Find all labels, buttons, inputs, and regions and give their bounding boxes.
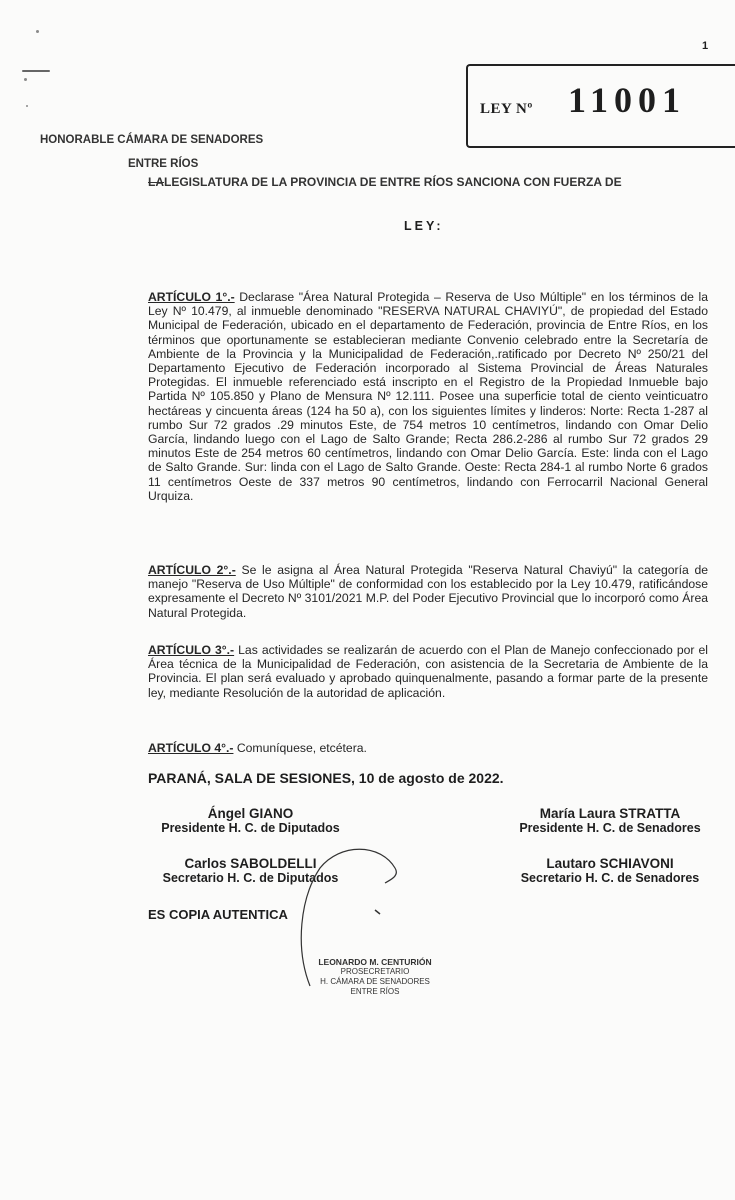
signatory-role: Presidente H. C. de Diputados [161, 821, 340, 835]
signatory-role: Secretario H. C. de Diputados [162, 871, 339, 885]
stamp-name: LEONARDO M. CENTURIÓN [318, 957, 432, 967]
article-2 [148, 563, 708, 620]
signatory-name: María Laura STRATTA [539, 806, 681, 821]
scan-mark [22, 70, 50, 72]
enactment-text: LEGISLATURA DE LA PROVINCIA DE ENTRE RÍOS SANCIONA CON FUERZA DE [164, 175, 622, 189]
official-stamp [290, 957, 460, 997]
ley-number: 11001 [568, 80, 687, 120]
scan-mark [24, 78, 27, 81]
article-label: ARTÍCULO 1°.- [148, 290, 235, 304]
signatory-block [505, 806, 715, 836]
signatory-block [505, 856, 715, 886]
signatory-name: Lautaro SCHIAVONI [546, 856, 674, 871]
article-label: ARTÍCULO 2°.- [148, 563, 236, 577]
signatory-block [148, 806, 353, 836]
province-heading: ENTRE RÍOS [128, 158, 199, 170]
certification-text: ES COPIA AUTENTICA [148, 907, 288, 922]
stamp-province: ENTRE RÍOS [350, 987, 400, 996]
article-label: ARTÍCULO 3°.- [148, 643, 235, 657]
chamber-heading: HONORABLE CÁMARA DE SENADORES [40, 134, 264, 146]
signatory-role: Secretario H. C. de Senadores [520, 871, 700, 885]
scan-mark [26, 105, 28, 107]
article-text: Las actividades se realizarán de acuerdo con el Plan de Manejo confeccionado por el Área técnica de la Municipalidad de Federación, con asistencia de la Secretaria de Ambiente de la Provincia. El plan será evaluado y aprobado quinquenalmente, pasando a formar parte de la presente ley, mediante Resolución de la autoridad de aplicación. [148, 643, 708, 700]
article-text: Se le asigna al Área Natural Protegida "Reserva Natural Chaviyú" la categoría de manejo "Reserva de Uso Múltiple" de conformidad con los establecido por la Ley 10.479, ratificándose expresamente el Decreto Nº 3101/2021 M.P. del Poder Ejecutivo Provincial que lo incorporó como Área Natural Protegida. [148, 563, 708, 620]
place-date: PARANÁ, SALA DE SESIONES, 10 de agosto de 2022. [148, 770, 504, 786]
signatory-name: Carlos SABOLDELLI [184, 856, 317, 871]
article-3 [148, 643, 708, 700]
scan-mark [36, 30, 39, 33]
stamp-chamber: H. CÁMARA DE SENADORES [320, 977, 430, 986]
enactment-line [148, 175, 622, 189]
law-title: LEY: [404, 219, 444, 233]
article-4 [148, 741, 708, 755]
ley-label: LEY Nº [480, 101, 533, 117]
stamp-title: PROSECRETARIO [340, 967, 410, 976]
article-1 [148, 290, 708, 503]
page-number: 1 [702, 40, 709, 52]
article-text: Declarase "Área Natural Protegida – Reserva de Uso Múltiple" en los términos de la Ley Nº 10.479, al inmueble denominado "RESERVA NATURAL CHAVIYÚ", de propiedad del Estado Municipal de Federación, ubicado en el departamento de Federación, provincia de Entre Ríos, en los términos que oportunamente se establecieran mediante Convenio celebrado entre la Secretaría de Ambiente de la Provincia y la Municipalidad de Federación,.ratificado por Decreto Nº 250/21 del Departamento Ejecutivo de Federación incorporado al Sistema Provincial de Áreas Naturales Protegidas. El inmueble referenciado está inscripto en el Registro de la Propiedad Inmueble bajo Partida Nº 105.850 y Plano de Mensura Nº 12.111. Posee una superficie total de ciento veinticuatro hectáreas y cincuenta áreas (124 ha 50 a), con los siguientes límites y linderos: Norte: Recta 1-287 al rumbo Sur 72 grados .29 minutos Este, de 754 metros 10 centímetros, lindando con Omar Delio García, lindando luego con el Lago de Salto Grande; Recta 286.2-286 al rumbo Sur 72 grados 29 minutos Este de 254 metros 60 centímetros, lindando con Omar Delio García. Este: linda con el Lago de Salto Grande. Sur: linda con el Lago de Salto Grande. Oeste: Recta 284-1 al rumbo Norte 6 grados 11 centímetros Oeste de 337 metros 90 centímetros, lindando con Ferrocarril Nacional General Urquiza. [148, 290, 708, 503]
struck-text: LA [148, 175, 164, 189]
article-label: ARTÍCULO 4°.- [148, 741, 234, 755]
article-text: Comuníquese, etcétera. [233, 741, 367, 755]
signatory-role: Presidente H. C. de Senadores [519, 821, 701, 835]
signatory-name: Ángel GIANO [207, 806, 294, 821]
